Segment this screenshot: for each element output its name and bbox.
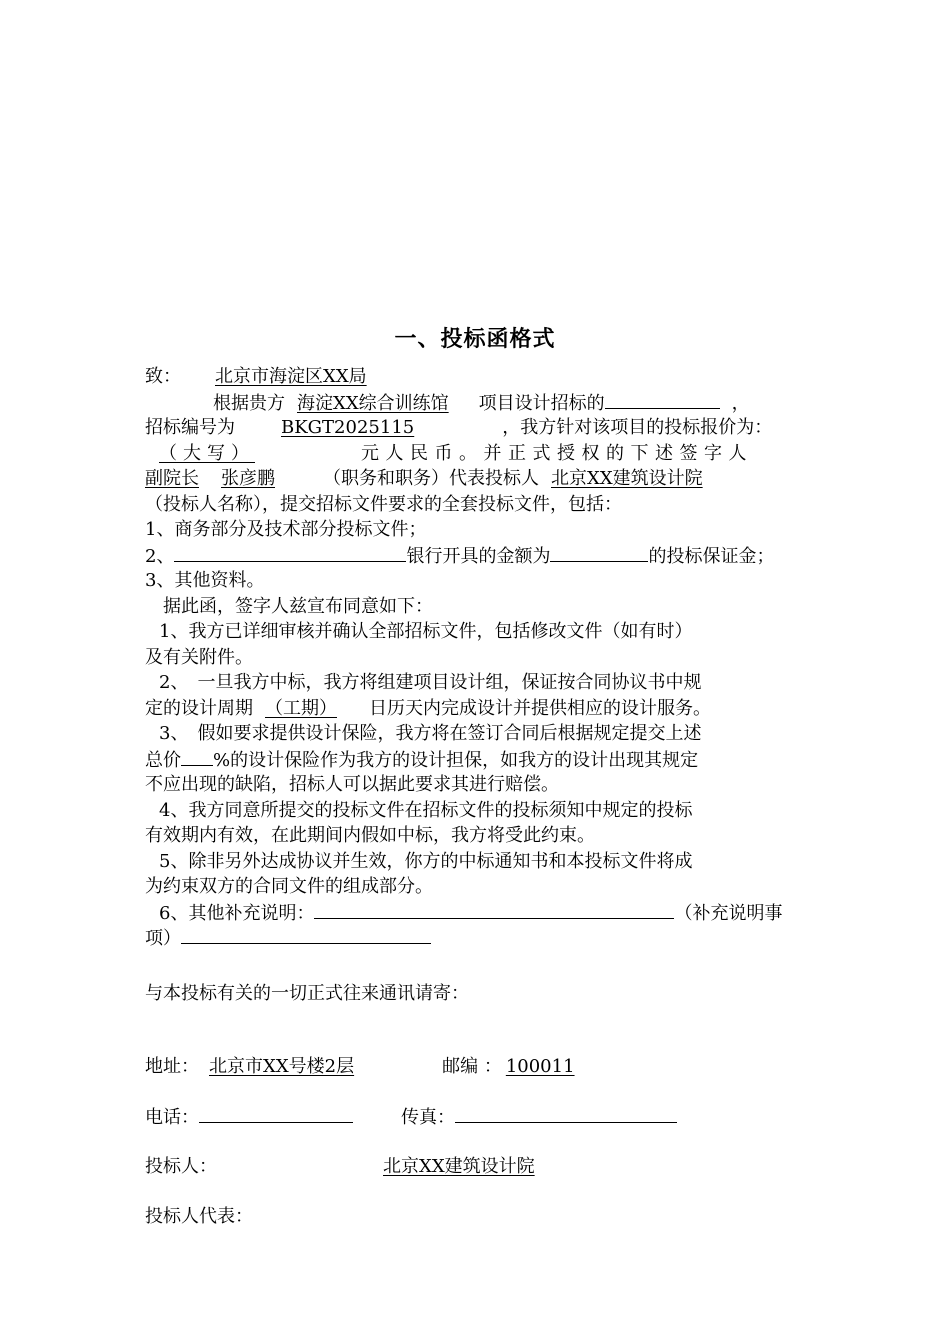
- blank-field: [605, 390, 720, 409]
- phone-blank: [199, 1104, 353, 1123]
- clause-6: 6、其他补充说明： （补充说明事: [145, 900, 835, 926]
- clause-3: 3、 假如要求提供设计保险，我方将在签订合同后根据规定提交上述: [159, 723, 702, 744]
- clause-1-cont: 及有关附件。: [145, 646, 253, 668]
- clause-4: 4、我方同意所提交的投标文件在招标文件的投标须知中规定的投标: [159, 799, 693, 821]
- bidder-name-inline: 北京XX建筑设计院: [551, 468, 703, 489]
- project-name: 海淀XX综合训练馆: [297, 392, 449, 414]
- clause-5: 5、除非另外达成协议并生效，你方的中标通知书和本投标文件将成: [159, 850, 693, 872]
- clause-2: 2、 一旦我方中标，我方将组建项目设计组，保证按合同协议书中规: [159, 672, 702, 693]
- clause-2-cont: 定的设计周期 （工期） 日历天内完成设计并提供相应的设计服务。: [145, 697, 711, 719]
- declaration: 据此函，签字人兹宣布同意如下：: [163, 595, 433, 617]
- blank-field: [314, 900, 674, 919]
- bid-number-line: 招标编号为 BKGT2025115 ，我方针对该项目的投标报价为：: [145, 417, 773, 438]
- blank-field: [181, 925, 431, 944]
- address-value: 北京市XX号楼2层: [209, 1056, 355, 1077]
- clause-5-cont: 为约束双方的合同文件的组成部分。: [145, 876, 433, 897]
- signer-line: 副院长 张彦鹏 （职务和职务）代表投标人 北京XX建筑设计院: [145, 468, 703, 489]
- zip-value: 100011: [505, 1056, 575, 1077]
- project-line: 根据贵方 海淀XX综合训练馆 项目设计招标的 ，: [145, 390, 835, 416]
- price-line: （大写） 元人民币。并正式授权的下述签字人: [145, 441, 835, 467]
- blank-field: [181, 747, 213, 766]
- signer: 副院长 张彦鹏: [145, 468, 275, 489]
- representative-line: 投标人代表：: [145, 1206, 253, 1227]
- bidder-line: 投标人： 北京XX建筑设计院: [145, 1156, 535, 1177]
- design-period: （工期）: [265, 697, 337, 719]
- clause-4-cont: 有效期内有效，在此期间内假如中标，我方将受此约束。: [145, 825, 595, 846]
- blank-field: [550, 543, 648, 562]
- document-title: 一、投标函格式: [394, 327, 556, 352]
- price-caps: （大写）: [159, 442, 255, 464]
- bidder-name-line: （投标人名称），提交招标文件要求的全套投标文件，包括：: [145, 493, 622, 515]
- bidder-value: 北京XX建筑设计院: [383, 1156, 535, 1177]
- list-item-3: 3、其他资料。: [145, 570, 265, 591]
- address-line: 地址： 北京市XX号楼2层 邮编 ： 100011: [145, 1056, 575, 1077]
- list-item-2: 2、 银行开具的金额为 的投标保证金；: [145, 543, 835, 569]
- list-item-1: 1、商务部分及技术部分投标文件；: [145, 519, 427, 540]
- addressee-line: 致： 北京市海淀区XX局: [145, 364, 835, 390]
- phone-line: 电话： 传真：: [145, 1104, 835, 1154]
- clause-1: 1、我方已详细审核并确认全部招标文件，包括修改文件（如有时）: [159, 621, 693, 642]
- blank-field: [174, 543, 406, 562]
- fax-blank: [455, 1104, 677, 1123]
- letter-body: [145, 364, 835, 1254]
- addressee-value: 北京市海淀区XX局: [215, 366, 367, 387]
- clause-3-cont2: 不应出现的缺陷，招标人可以据此要求其进行赔偿。: [145, 774, 559, 795]
- contact-line: 与本投标有关的一切正式往来通讯请寄：: [145, 982, 469, 1004]
- clause-6-cont: 项）: [145, 925, 835, 951]
- clause-3-cont: 总价 %的设计保险作为我方的设计担保，如我方的设计出现其规定: [145, 747, 835, 773]
- bid-number: BKGT2025115: [281, 417, 415, 438]
